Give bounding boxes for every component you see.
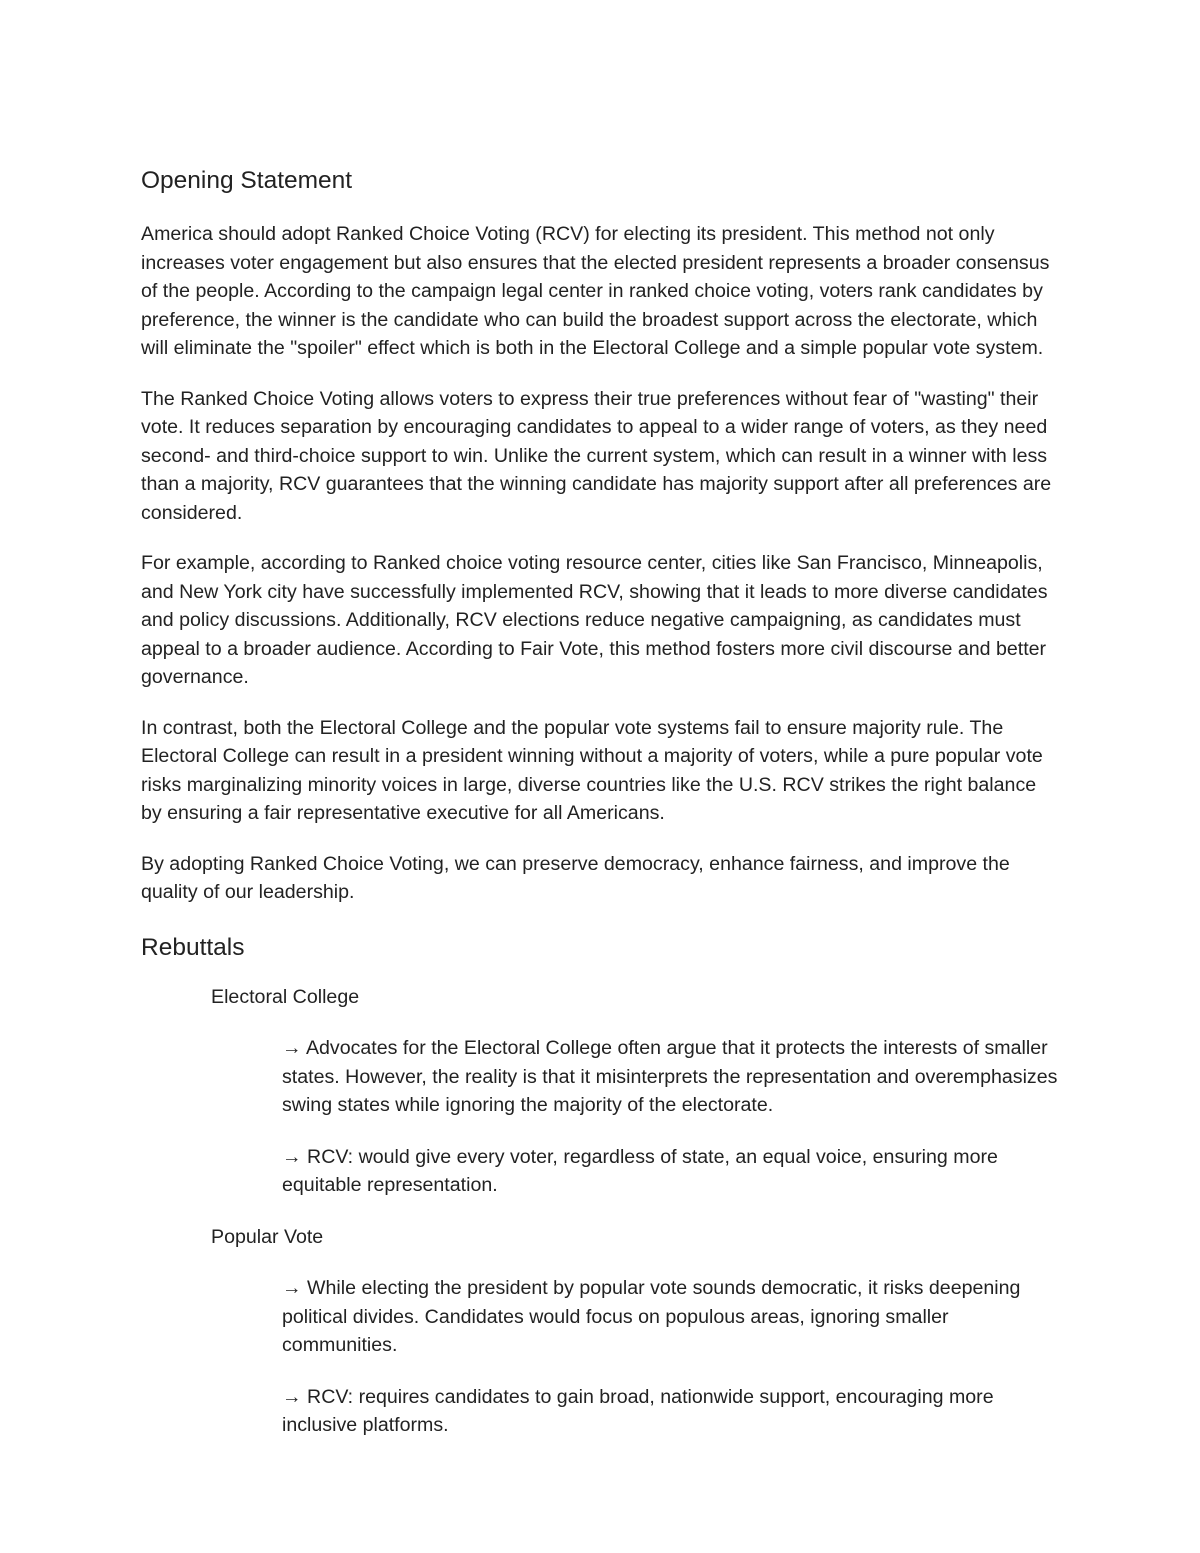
- opening-statement-heading: Opening Statement: [141, 167, 353, 194]
- rebuttal-popular-vote-title: Popular Vote: [211, 1225, 324, 1248]
- rebuttals-heading: Rebuttals: [141, 933, 245, 961]
- opening-paragraph-5: By adopting Ranked Choice Voting, we can preserve democracy, enhance fairness, and improve the quality of our leadership.: [141, 852, 1010, 903]
- opening-paragraph-2: The Ranked Choice Voting allows voters to express their true preferences without fear of "wasting" their vote. It reduces separation by encouraging candidates to appeal to a wider range of voters, as they need second- and third-choice support to win. Unlike the current system, which can result in a winner with less than a majority, RCV guarantees that the winning candidate has majority support after all preferences are considered.: [141, 387, 1052, 524]
- rebuttal-electoral-college-point-1: → Advocates for the Electoral College often argue that it protects the interests of smaller states. However, the reality is that it misinterprets the representation and overemphasizes swing states while ignoring the majority of the electorate.: [282, 1037, 1058, 1116]
- opening-paragraph-1: America should adopt Ranked Choice Voting (RCV) for electing its president. This method not only increases voter engagement but also ensures that the elected president represents a broader consensus of the people. According to the campaign legal center in ranked choice voting, voters rank candidates by preference, the winner is the candidate who can build the broadest support across the electorate, which will eliminate the "spoiler" effect which is both in the Electoral College and a simple popular vote system.: [141, 223, 1050, 359]
- rebuttal-popular-vote-point-1: → While electing the president by popular vote sounds democratic, it risks deepening political divides. Candidates would focus on populous areas, ignoring smaller communities.: [282, 1277, 1021, 1356]
- rebuttal-electoral-college-title: Electoral College: [211, 985, 360, 1008]
- rebuttal-electoral-college-point-2: → RCV: would give every voter, regardless of state, an equal voice, ensuring more equitable representation.: [282, 1145, 998, 1196]
- rebuttal-popular-vote-point-2: → RCV: requires candidates to gain broad, nationwide support, encouraging more inclusive platforms.: [282, 1385, 994, 1436]
- opening-paragraph-3: For example, according to Ranked choice voting resource center, cities like San Francisco, Minneapolis, and New York city have successfully implemented RCV, showing that it leads to more diverse candidates and policy discussions. Additionally, RCV elections reduce negative campaigning, as candidates must appeal to a broader audience. According to Fair Vote, this method fosters more civil discourse and better governance.: [141, 552, 1048, 688]
- opening-paragraph-4: In contrast, both the Electoral College and the popular vote systems fail to ensure majority rule. The Electoral College can result in a president winning without a majority of voters, while a pure popular vote risks marginalizing minority voices in large, diverse countries like the U.S. RCV strikes the right balance by ensuring a fair representative executive for all Americans.: [141, 716, 1043, 824]
